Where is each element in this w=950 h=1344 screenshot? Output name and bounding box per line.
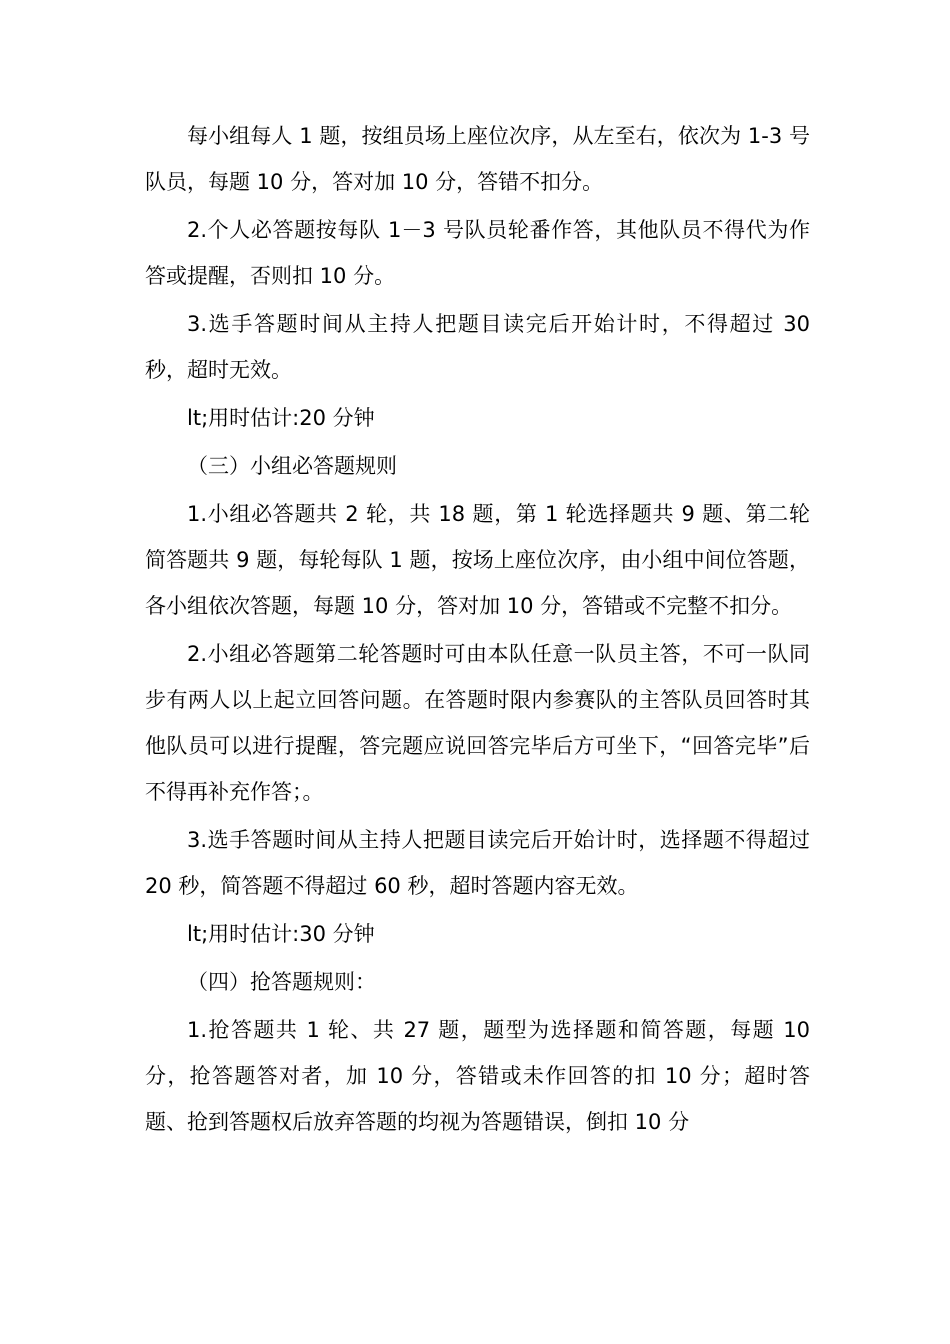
- paragraph-group-rule-1: 1.小组必答题共 2 轮，共 18 题，第 1 轮选择题共 9 题、第二轮简答题共 9 题，每轮每队 1 题，按场上座位次序，由小组中间位答题，各小组依次答题，每题 10 分，答对加 10 分，答错或不完整不扣分。: [145, 502, 810, 618]
- section-heading-buzzer-rules: （四）抢答题规则：: [187, 970, 376, 994]
- paragraph-time-estimate-20: lt;用时估计:20 分钟: [187, 406, 375, 430]
- paragraph-time-estimate-30: lt;用时估计:30 分钟: [187, 922, 375, 946]
- section-heading-group-rules: （三）小组必答题规则: [187, 454, 397, 478]
- document-body: [145, 113, 810, 1145]
- paragraph-individual-rule-2: 2.个人必答题按每队 1－3 号队员轮番作答，其他队员不得代为作答或提醒，否则扣 10 分。: [145, 218, 810, 288]
- paragraph-buzzer-rule-1: 1.抢答题共 1 轮、共 27 题，题型为选择题和简答题，每题 10 分，抢答题答对者，加 10 分，答错或未作回答的扣 10 分；超时答题、抢到答题权后放弃答题的均视为答题错误，倒扣 10 分: [145, 1018, 810, 1134]
- paragraph-group-rule-3: 3.选手答题时间从主持人把题目读完后开始计时，选择题不得超过 20 秒，简答题不得超过 60 秒，超时答题内容无效。: [145, 828, 810, 898]
- paragraph-individual-rule-3: 3.选手答题时间从主持人把题目读完后开始计时，不得超过 30 秒，超时无效。: [145, 312, 810, 382]
- paragraph-group-rule-2: 2.小组必答题第二轮答题时可由本队任意一队员主答，不可一队同步有两人以上起立回答问题。在答题时限内参赛队的主答队员回答时其他队员可以进行提醒，答完题应说回答完毕后方可坐下，“回答完毕”后不得再补充作答；。: [145, 642, 810, 804]
- paragraph-individual-rules-intro: 每小组每人 1 题，按组员场上座位次序，从左至右，依次为 1-3 号队员，每题 10 分，答对加 10 分，答错不扣分。: [145, 124, 810, 194]
